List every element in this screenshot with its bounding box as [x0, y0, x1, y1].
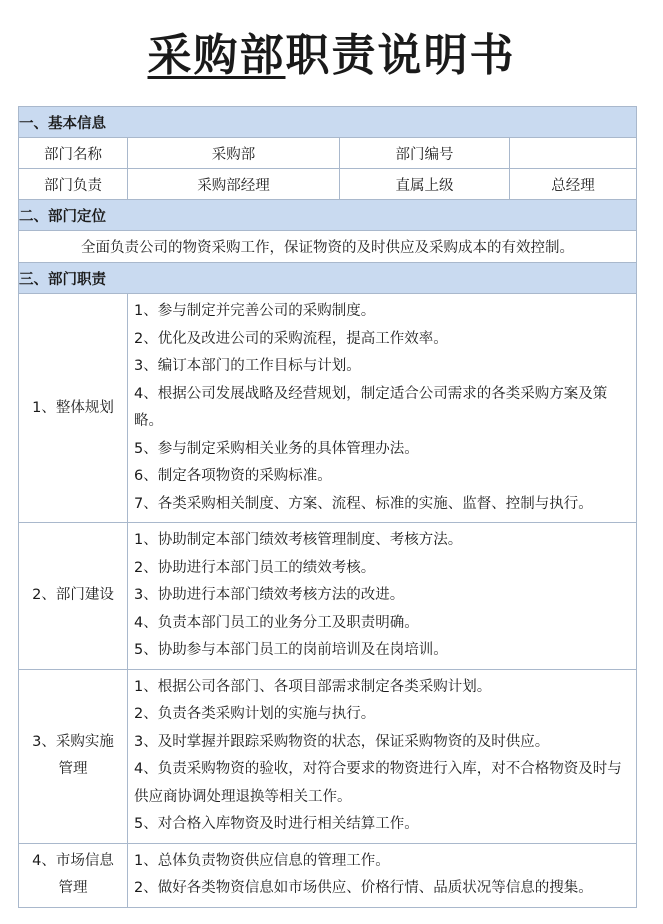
duty-item: 4、负责采购物资的验收，对符合要求的物资进行入库，对不合格物资及时与供应商协调处理退换等相关工作。	[134, 761, 622, 805]
position-text: 全面负责公司的物资采购工作，保证物资的及时供应及采购成本的有效控制。	[19, 231, 637, 263]
duty-category: 2、部门建设	[19, 523, 128, 670]
responsibility-table	[18, 106, 637, 908]
dept-name-value: 采购部	[128, 138, 340, 169]
duty-list	[128, 843, 637, 907]
duty-list	[128, 669, 637, 843]
duty-item: 2、做好各类物资信息如市场供应、价格行情、品质状况等信息的搜集。	[134, 880, 593, 896]
duty-row-procurement-management	[19, 669, 637, 843]
duty-item: 2、协助进行本部门员工的绩效考核。	[134, 559, 376, 576]
section-position-header: 二、部门定位	[19, 200, 637, 231]
page-title	[0, 26, 663, 86]
dept-head-value: 采购部经理	[128, 169, 340, 200]
duty-item: 5、协助参与本部门员工的岗前培训及在岗培训。	[134, 642, 448, 658]
duty-category: 1、整体规划	[19, 294, 128, 523]
duty-item: 4、根据公司发展战略及经营规划，制定适合公司需求的各类采购方案及策略。	[134, 385, 608, 429]
title-rest: 职责说明书	[285, 30, 516, 81]
section-duties-header: 三、部门职责	[19, 263, 637, 294]
section-duties-row	[19, 263, 637, 294]
dept-name-label: 部门名称	[19, 138, 128, 169]
duty-row-department-building	[19, 523, 637, 670]
info-row-2	[19, 169, 637, 200]
dept-head-label: 部门负责	[19, 169, 128, 200]
position-row	[19, 231, 637, 263]
duty-item: 2、优化及改进公司的采购流程，提高工作效率。	[134, 330, 448, 347]
duty-item: 6、制定各项物资的采购标准。	[134, 468, 332, 484]
duty-item: 2、负责各类采购计划的实施与执行。	[134, 706, 376, 722]
info-row-1	[19, 138, 637, 169]
duty-item: 3、及时掌握并跟踪采购物资的状态，保证采购物资的及时供应。	[134, 733, 550, 750]
duty-item: 1、参与制定并完善公司的采购制度。	[134, 303, 376, 319]
dept-code-value	[510, 138, 637, 169]
duty-item: 4、负责本部门员工的业务分工及职责明确。	[134, 614, 419, 631]
superior-value: 总经理	[510, 169, 637, 200]
title-underlined-part: 采购部	[147, 30, 286, 81]
duty-category: 4、市场信息管理	[19, 843, 128, 907]
duty-item: 7、各类采购相关制度、方案、流程、标准的实施、监督、控制与执行。	[134, 495, 593, 512]
section-basic-info-row	[19, 107, 637, 138]
duty-item: 3、协助进行本部门绩效考核方法的改进。	[134, 587, 405, 603]
section-position-row	[19, 200, 637, 231]
duty-item: 5、对合格入库物资及时进行相关结算工作。	[134, 816, 419, 832]
duty-item: 1、总体负责物资供应信息的管理工作。	[134, 852, 390, 869]
duty-item: 1、根据公司各部门、各项目部需求制定各类采购计划。	[134, 678, 492, 695]
section-basic-info-header: 一、基本信息	[19, 107, 637, 138]
duty-row-market-info	[19, 843, 637, 907]
dept-code-label: 部门编号	[340, 138, 510, 169]
superior-label: 直属上级	[340, 169, 510, 200]
duty-list	[128, 523, 637, 670]
duty-item: 1、协助制定本部门绩效考核管理制度、考核方法。	[134, 532, 463, 548]
duty-row-overall-planning	[19, 294, 637, 523]
duty-item: 3、编订本部门的工作目标与计划。	[134, 358, 361, 374]
duty-item: 5、参与制定采购相关业务的具体管理办法。	[134, 440, 419, 457]
duty-category: 3、采购实施管理	[19, 669, 128, 843]
duty-list	[128, 294, 637, 523]
